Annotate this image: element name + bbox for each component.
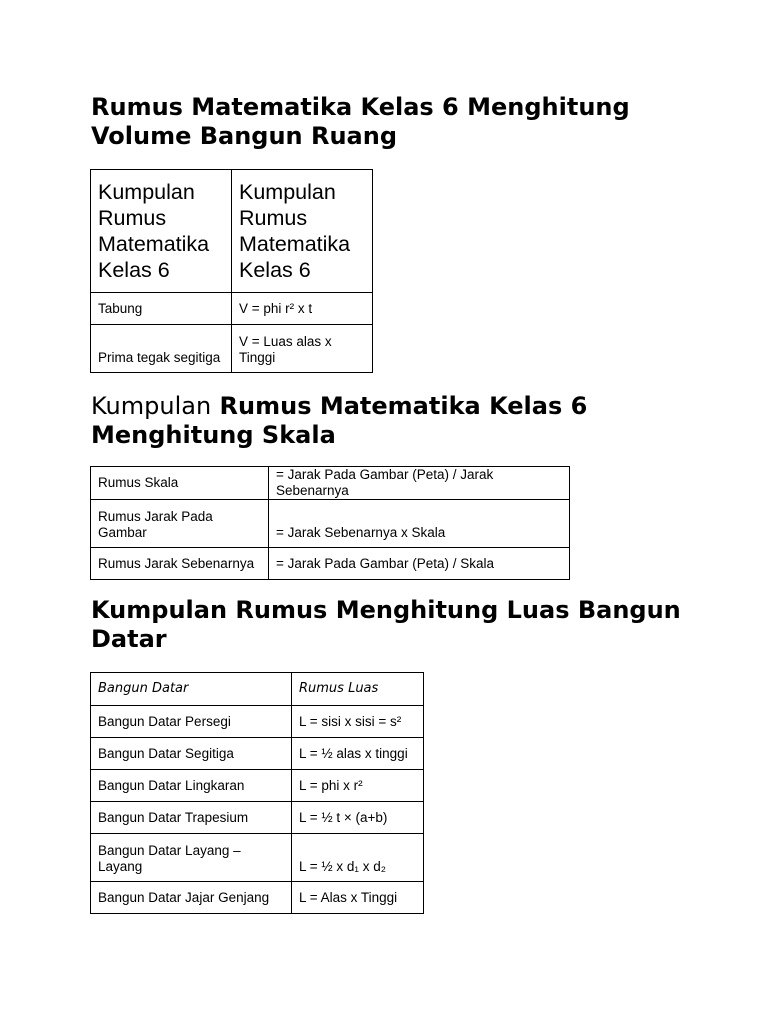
- table-luas-bangun-datar: [90, 672, 424, 914]
- table-row: [91, 802, 424, 834]
- table-cell: V = phi r² x t: [232, 293, 373, 325]
- table-row: [91, 834, 424, 882]
- table-cell: L = ½ x d₁ x d₂: [292, 834, 424, 882]
- table-cell: Bangun Datar Jajar Genjang: [91, 882, 292, 914]
- table-cell: Rumus Jarak Pada Gambar: [91, 500, 269, 548]
- table-cell: = Jarak Pada Gambar (Peta) / Skala: [269, 548, 570, 580]
- heading-luas-bangun-datar: Kumpulan Rumus Menghitung Luas Bangun Datar: [91, 596, 681, 653]
- table-cell: L = Alas x Tinggi: [292, 882, 424, 914]
- table-row: [91, 882, 424, 914]
- table-row: [91, 293, 373, 325]
- table-cell: Rumus Jarak Sebenarnya: [91, 548, 269, 580]
- table-row: [91, 325, 373, 373]
- table-cell: = Jarak Pada Gambar (Peta) / Jarak Sebenarnya: [269, 467, 570, 500]
- table-row: [91, 706, 424, 738]
- table-row: [91, 548, 570, 580]
- table-row: [91, 738, 424, 770]
- header-cell: Bangun Datar: [91, 673, 292, 706]
- table-cell: Prima tegak segitiga: [91, 325, 232, 373]
- table-header-row: [91, 170, 373, 293]
- table-cell: L = sisi x sisi = s²: [292, 706, 424, 738]
- table-cell: L = phi x r²: [292, 770, 424, 802]
- table-skala: [90, 466, 570, 580]
- table-cell: Bangun Datar Segitiga: [91, 738, 292, 770]
- table-header-row: [91, 673, 424, 706]
- header-cell: Kumpulan Rumus Matematika Kelas 6: [91, 170, 232, 293]
- table-cell: Bangun Datar Layang – Layang: [91, 834, 292, 882]
- heading-skala: [91, 392, 691, 450]
- table-cell: = Jarak Sebenarnya x Skala: [269, 500, 570, 548]
- table-cell: Bangun Datar Trapesium: [91, 802, 292, 834]
- table-row: [91, 500, 570, 548]
- heading-volume-bangun-ruang: Rumus Matematika Kelas 6 Menghitung Volume Bangun Ruang: [91, 93, 630, 150]
- header-cell: Kumpulan Rumus Matematika Kelas 6: [232, 170, 373, 293]
- heading-lead: Kumpulan: [91, 392, 212, 420]
- table-cell: Tabung: [91, 293, 232, 325]
- table-cell: Rumus Skala: [91, 467, 269, 500]
- header-cell: Rumus Luas: [292, 673, 424, 706]
- table-cell: Bangun Datar Lingkaran: [91, 770, 292, 802]
- table-cell: L = ½ alas x tinggi: [292, 738, 424, 770]
- heading-bold: Rumus Matematika Kelas 6 Menghitung Skala: [91, 392, 588, 449]
- table-row: [91, 770, 424, 802]
- table-cell: V = Luas alas x Tinggi: [232, 325, 373, 373]
- table-volume-bangun-ruang: [90, 169, 373, 373]
- table-row: [91, 467, 570, 500]
- table-cell: Bangun Datar Persegi: [91, 706, 292, 738]
- table-cell: L = ½ t × (a+b): [292, 802, 424, 834]
